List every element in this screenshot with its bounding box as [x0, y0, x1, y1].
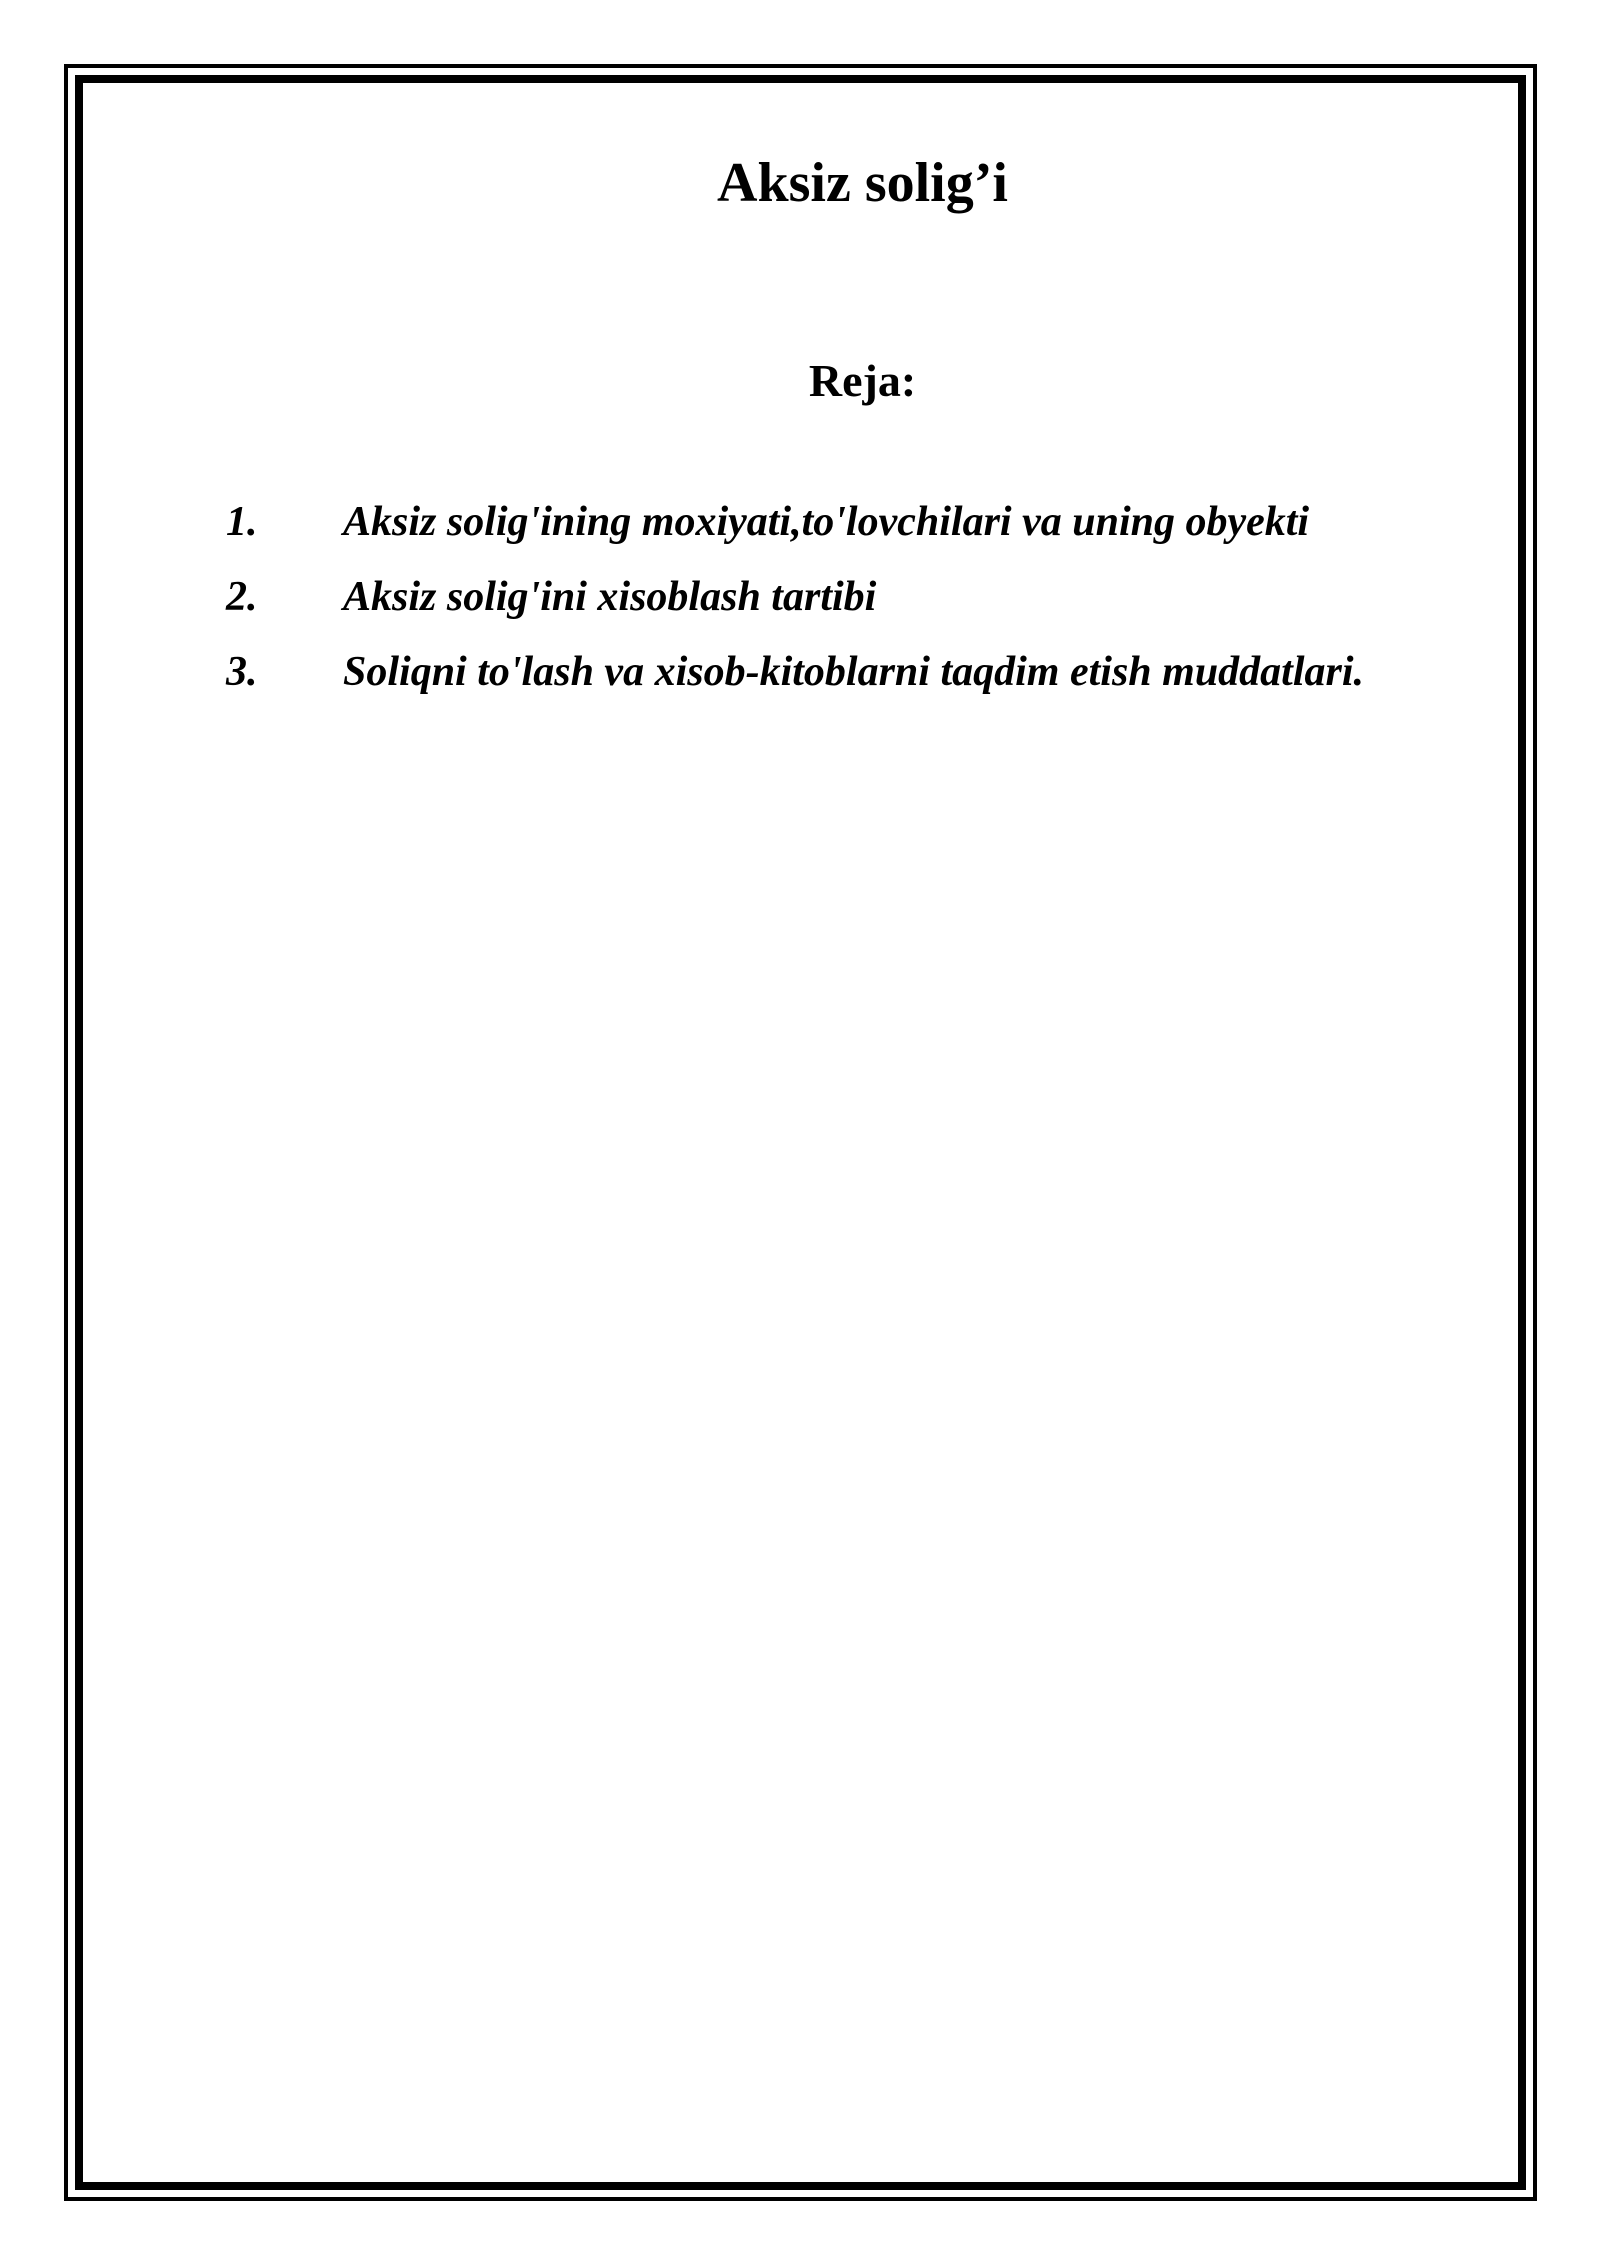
plan-item-text: Aksiz solig'ini xisoblash tartibi — [343, 574, 877, 620]
plan-item-number: 1. — [226, 499, 258, 545]
plan-item-number: 3. — [226, 649, 258, 695]
plan-list — [226, 497, 1364, 722]
plan-item — [226, 572, 1364, 647]
plan-item — [226, 497, 1364, 572]
plan-item-text: Aksiz solig'ining moxiyati,to'lovchilari va uning obyekti — [343, 499, 1310, 545]
plan-item-text: Soliqni to'lash va xisob-kitoblarni taqdim etish muddatlari. — [343, 649, 1365, 695]
plan-item-number: 2. — [226, 574, 258, 620]
document-title: Aksiz solig’i — [717, 152, 1008, 214]
plan-item — [226, 647, 1364, 722]
plan-heading: Reja: — [808, 355, 917, 406]
